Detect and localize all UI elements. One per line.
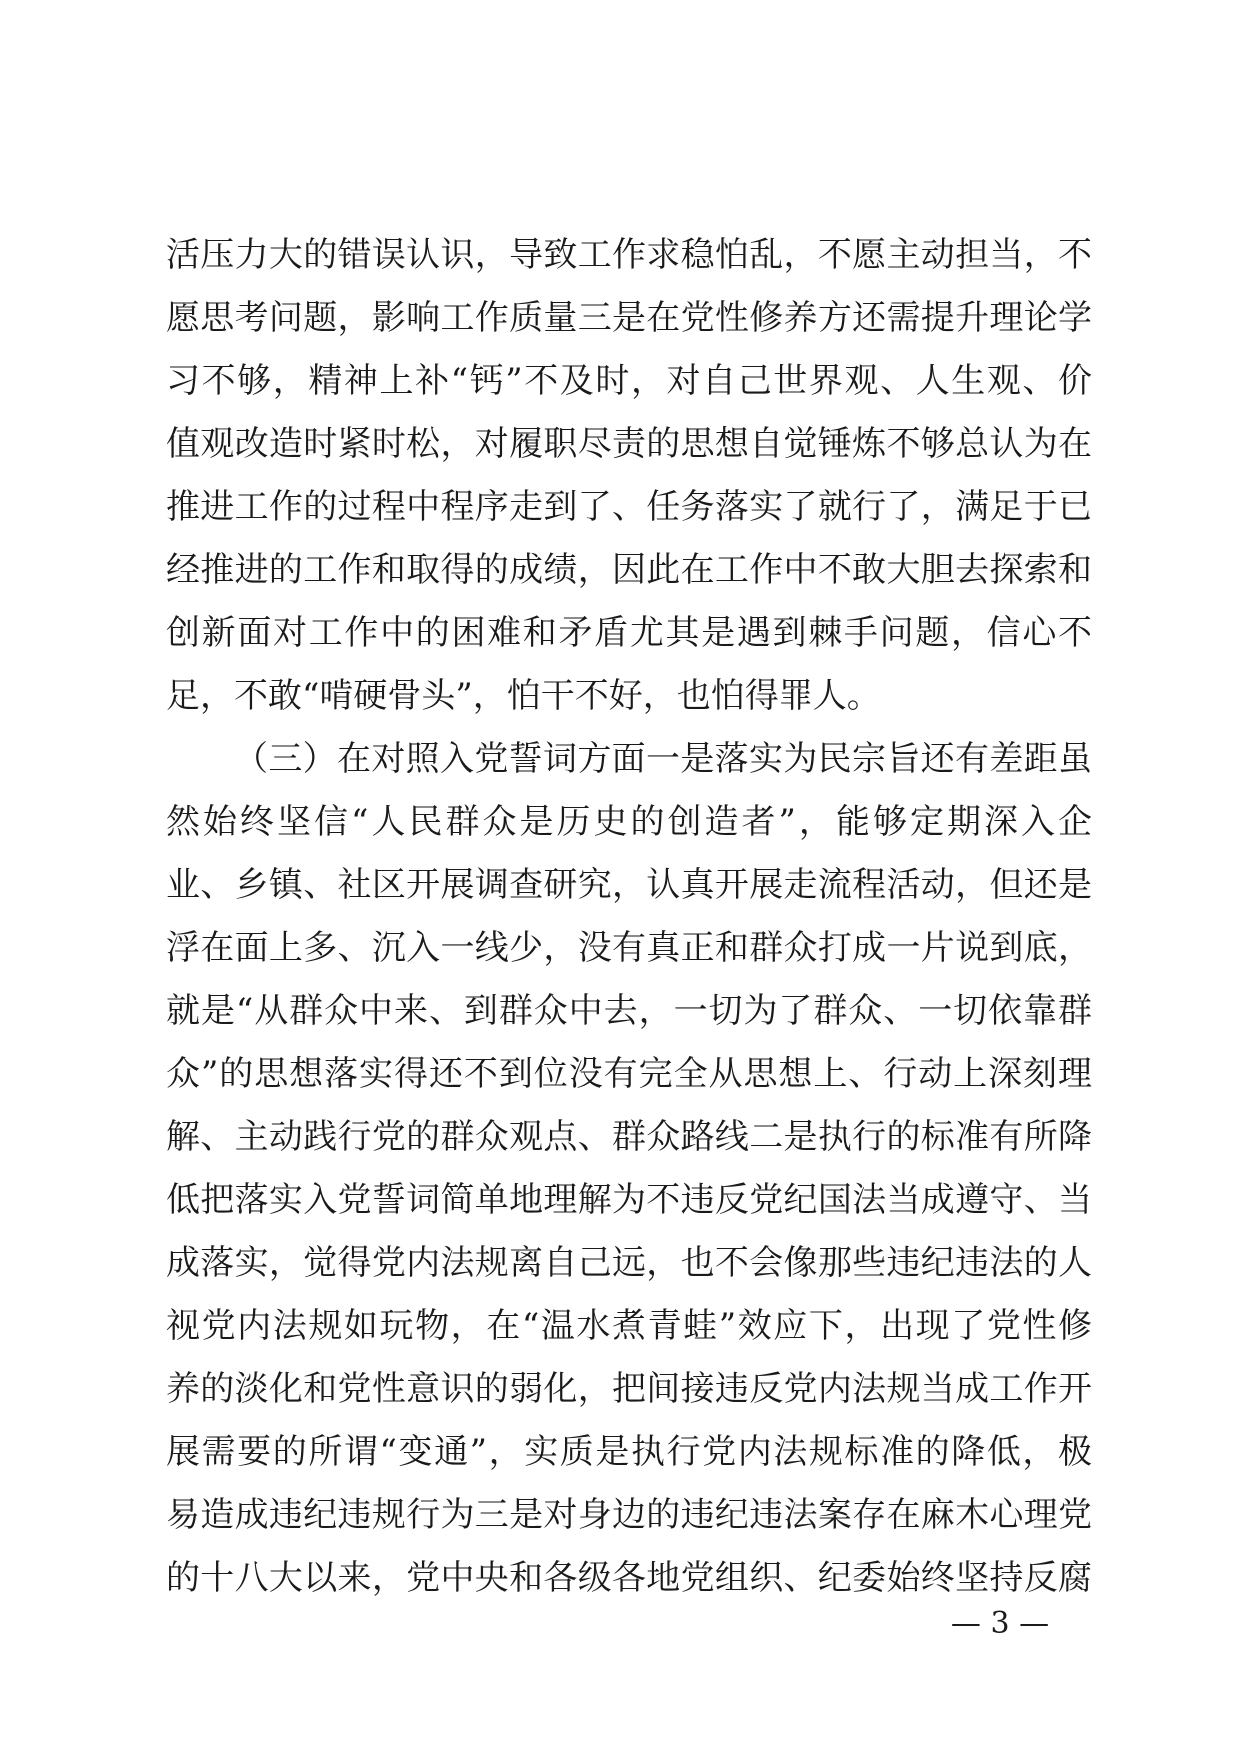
text-line: （三）在对照入党誓词方面一是落实为民宗旨还有差距虽 <box>234 739 1092 779</box>
text-line: 足，不敢“啃硬骨头”，怕干不好，也怕得罪人。 <box>166 676 881 716</box>
text-line: 易造成违纪违规行为三是对身边的违纪违法案存在麻木心理党 <box>166 1495 1092 1535</box>
text-line: 愿思考问题，影响工作质量三是在党性修养方还需提升理论学 <box>166 298 1092 338</box>
text-line: 的十八大以来，党中央和各级各地党组织、纪委始终坚持反腐 <box>166 1558 1092 1598</box>
text-line: 解、主动践行党的群众观点、群众路线二是执行的标准有所降 <box>166 1117 1092 1157</box>
text-line: 养的淡化和党性意识的弱化，把间接违反党内法规当成工作开 <box>166 1369 1092 1409</box>
text-line: 推进工作的过程中程序走到了、任务落实了就行了，满足于已 <box>166 487 1092 527</box>
page-number: — 3 — <box>950 1606 1050 1641</box>
text-line: 创新面对工作中的困难和矛盾尤其是遇到棘手问题，信心不 <box>166 613 1092 653</box>
text-line: 众”的思想落实得还不到位没有完全从思想上、行动上深刻理 <box>166 1054 1092 1094</box>
text-line: 低把落实入党誓词简单地理解为不违反党纪国法当成遵守、当 <box>166 1180 1092 1220</box>
text-line: 值观改造时紧时松，对履职尽责的思想自觉锤炼不够总认为在 <box>166 424 1092 464</box>
text-line: 经推进的工作和取得的成绩，因此在工作中不敢大胆去探索和 <box>166 550 1092 590</box>
text-line: 成落实，觉得党内法规离自己远，也不会像那些违纪违法的人 <box>166 1243 1092 1283</box>
paragraph-1 <box>166 224 1092 728</box>
text-line: 展需要的所谓“变通”，实质是执行党内法规标准的降低，极 <box>166 1432 1092 1472</box>
text-line: 浮在面上多、沉入一线少，没有真正和群众打成一片说到底， <box>166 928 1092 968</box>
text-line: 习不够，精神上补“钙”不及时，对自己世界观、人生观、价 <box>166 361 1092 401</box>
text-line: 就是“从群众中来、到群众中去，一切为了群众、一切依靠群 <box>166 991 1092 1031</box>
text-line: 视党内法规如玩物，在“温水煮青蛙”效应下，出现了党性修 <box>166 1306 1092 1346</box>
text-line: 活压力大的错误认识，导致工作求稳怕乱，不愿主动担当，不 <box>166 235 1092 275</box>
document-body <box>166 224 1092 1610</box>
text-line: 业、乡镇、社区开展调查研究，认真开展走流程活动，但还是 <box>166 865 1092 905</box>
paragraph-2 <box>166 728 1092 1610</box>
text-line: 然始终坚信“人民群众是历史的创造者”，能够定期深入企 <box>166 802 1092 842</box>
